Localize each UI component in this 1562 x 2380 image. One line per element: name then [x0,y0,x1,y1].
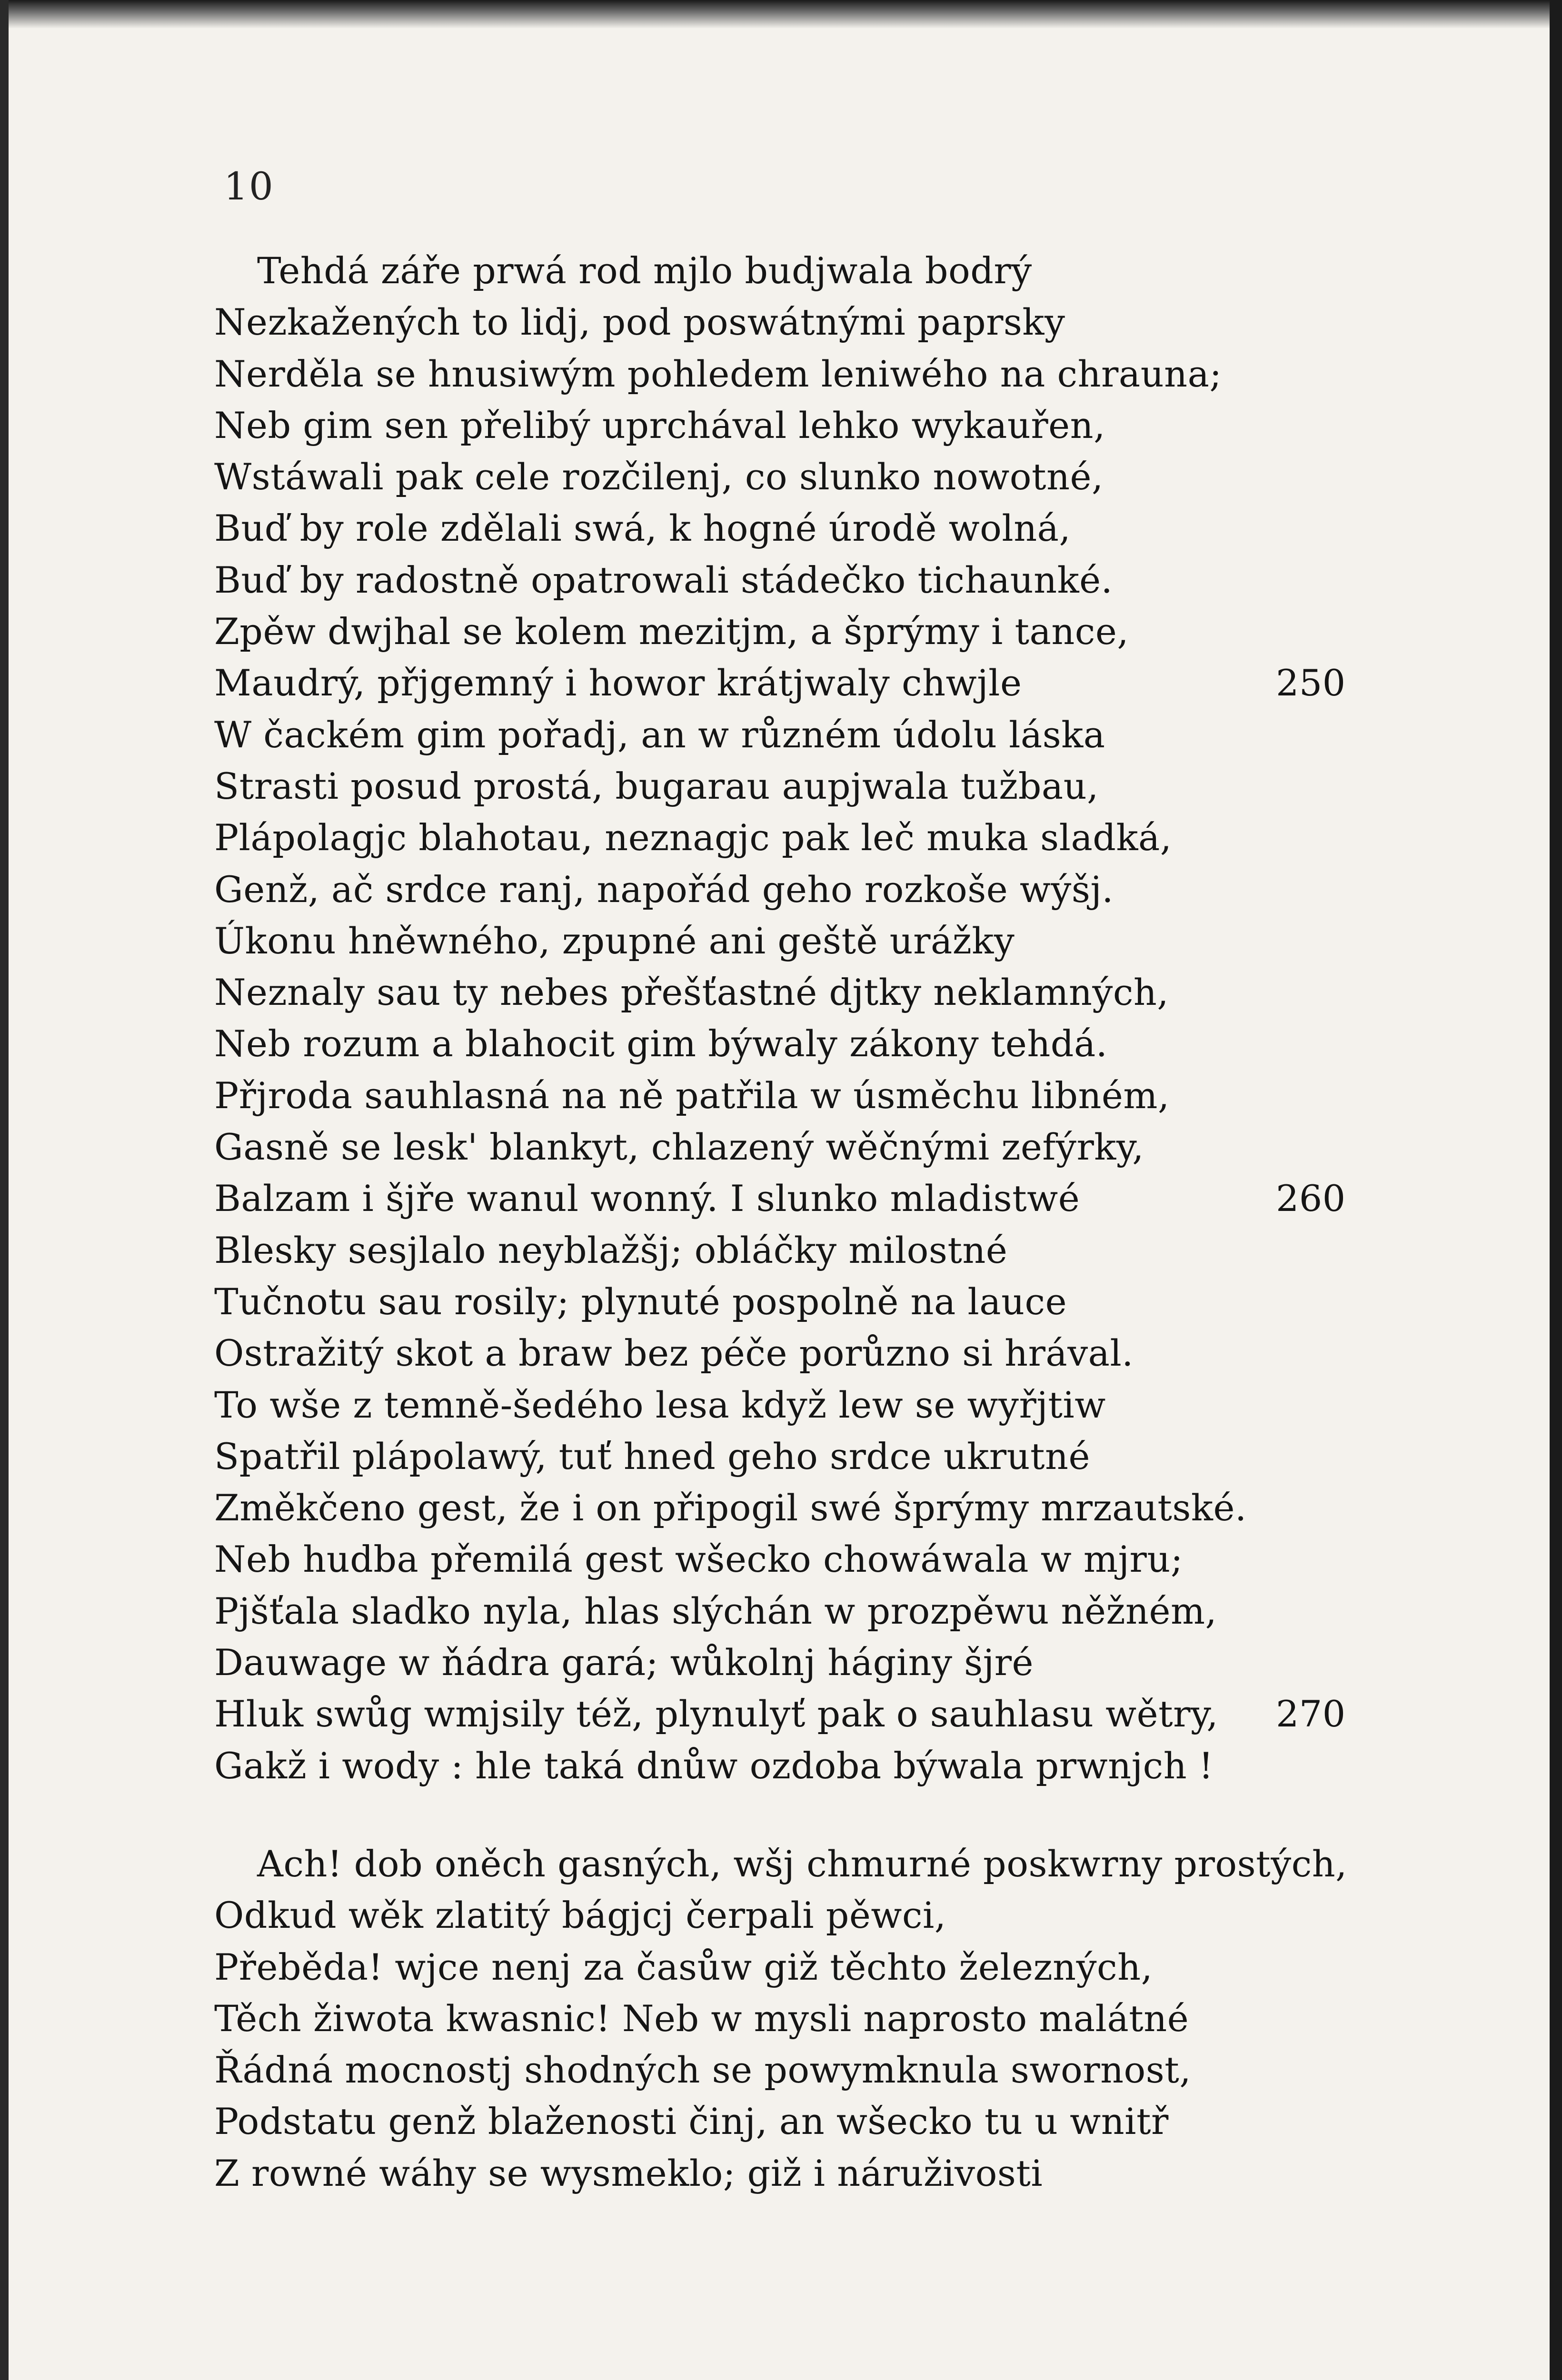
verse-line [214,245,1381,297]
verse-text: Odkud wěk zlatitý bágjcj čerpali pěwci, [214,1894,946,1937]
verse-text: Wstáwali pak cele rozčilenj, co slunko nowotné, [214,456,1104,498]
verse-line [214,348,1381,400]
verse-text: Tehdá záře prwá rod mjlo budjwala bodrý [257,249,1032,292]
verse-line [214,1173,1381,1224]
verse-line [214,1838,1381,1890]
verse-text: W čackém gim pořadj, an w různém údolu láska [214,713,1105,756]
verse-line [214,1993,1381,2044]
verse-text: Ach! dob oněch gasných, wšj chmurné poskwrny prostých, [257,1842,1347,1885]
verse-line [214,915,1381,967]
verse-line [214,1276,1381,1328]
line-number: 260 [1276,1177,1346,1220]
verse-text: Pjšťala sladko nyla, hlas slýchán w prozpěwu něžném, [214,1589,1217,1632]
verse-text: Neznaly sau ty nebes přešťastné djtky neklamných, [214,971,1169,1014]
verse-line [214,1018,1381,1070]
verse-line [214,864,1381,915]
verse-text: Strasti posud prostá, bugarau aupjwala tužbau, [214,764,1099,807]
verse-line [214,2096,1381,2147]
verse-text: Blesky sesjlalo neyblažšj; obláčky milostné [214,1229,1008,1271]
line-number: 270 [1276,1693,1346,1735]
verse-line [214,1890,1381,1941]
verse-line [214,761,1381,812]
verse-text: Gakž i wody : hle taká dnůw ozdoba býwala prwnjch ! [214,1744,1214,1787]
verse-text: Změkčeno gest, že i on připogil swé šprýmy mrzautské. [214,1487,1247,1529]
verse-line [214,709,1381,761]
verse-line [214,1534,1381,1585]
poem-text [214,245,1381,2199]
verse-line [214,657,1381,709]
verse-line [214,1070,1381,1121]
verse-text: Hluk swůg wmjsily též, plynulyť pak o sauhlasu wětry, [214,1693,1218,1735]
verse-line [214,1688,1381,1740]
verse-text: Genž, ač srdce ranj, napořád geho rozkoše wýšj. [214,868,1114,911]
verse-line [214,2044,1381,2096]
verse-text: Buď by role zdělali swá, k hogné úrodě wolná, [214,507,1071,550]
verse-line [214,967,1381,1018]
verse-text: Nerděla se hnusiwým pohledem leniwého na chrauna; [214,352,1222,395]
verse-line [214,1225,1381,1276]
verse-line [214,1328,1381,1379]
verse-line [214,812,1381,863]
page-number: 10 [224,164,274,208]
stanza [214,1838,1381,2199]
verse-line [214,400,1381,451]
verse-line [214,1740,1381,1792]
verse-text: Řádná mocnostj shodných se powymknula swornost, [214,2049,1191,2092]
verse-text: Maudrý, přjgemný i howor krátjwaly chwjle [214,662,1022,704]
verse-text: Z rowné wáhy se wysmeklo; giž i náruživosti [214,2152,1043,2194]
verse-text: Úkonu hněwného, zpupné ani geště urážky [214,919,1015,962]
verse-text: Přjroda sauhlasná na ně patřila w úsměchu libném, [214,1074,1170,1117]
verse-text: Balzam i šjře wanul wonný. I slunko mladistwé [214,1177,1080,1220]
verse-text: Těch žiwota kwasnic! Neb w mysli naprosto malátné [214,1997,1189,2040]
verse-line [214,1379,1381,1431]
verse-text: Neb rozum a blahocit gim býwaly zákony tehdá. [214,1022,1108,1065]
verse-line [214,1121,1381,1173]
verse-text: Buď by radostně opatrowali stádečko tichaunké. [214,558,1113,601]
verse-line [214,451,1381,503]
verse-text: Zpěw dwjhal se kolem mezitjm, a šprýmy i tance, [214,610,1129,653]
verse-line [214,297,1381,348]
verse-text: Neb gim sen přelibý uprchával lehko wykauřen, [214,404,1105,446]
page-edge-shadow [1550,0,1562,2380]
verse-text: Gasně se lesk' blankyt, chlazený wěčnými zefýrky, [214,1126,1144,1169]
verse-line [214,606,1381,657]
verse-line [214,1637,1381,1688]
verse-text: Ostražitý skot a braw bez péče porůzno si hrával. [214,1332,1134,1375]
verse-text: Neb hudba přemilá gest wšecko chowáwala w mjru; [214,1538,1183,1581]
verse-text: Dauwage w ňádra gará; wůkolnj háginy šjré [214,1641,1034,1684]
verse-text: Tučnotu sau rosily; plynuté pospolně na lauce [214,1280,1067,1323]
verse-line [214,1942,1381,1993]
verse-text: Nezkažených to lidj, pod poswátnými paprsky [214,301,1065,344]
verse-line [214,503,1381,554]
verse-text: Přeběda! wjce nenj za časůw giž těchto železných, [214,1945,1153,1988]
verse-text: Podstatu genž blaženosti činj, an wšecko tu u wnitř [214,2100,1169,2143]
verse-text: To wše z temně-šedého lesa když lew se wyřjtiw [214,1383,1106,1426]
verse-line [214,1586,1381,1637]
verse-line [214,1482,1381,1534]
line-number: 250 [1276,662,1346,704]
verse-line [214,555,1381,606]
verse-text: Plápolagjc blahotau, neznagjc pak leč muka sladká, [214,816,1172,859]
verse-text: Spatřil plápolawý, tuť hned geho srdce ukrutné [214,1435,1090,1478]
verse-line [214,1431,1381,1482]
verse-line [214,2148,1381,2199]
stanza [214,245,1381,1792]
